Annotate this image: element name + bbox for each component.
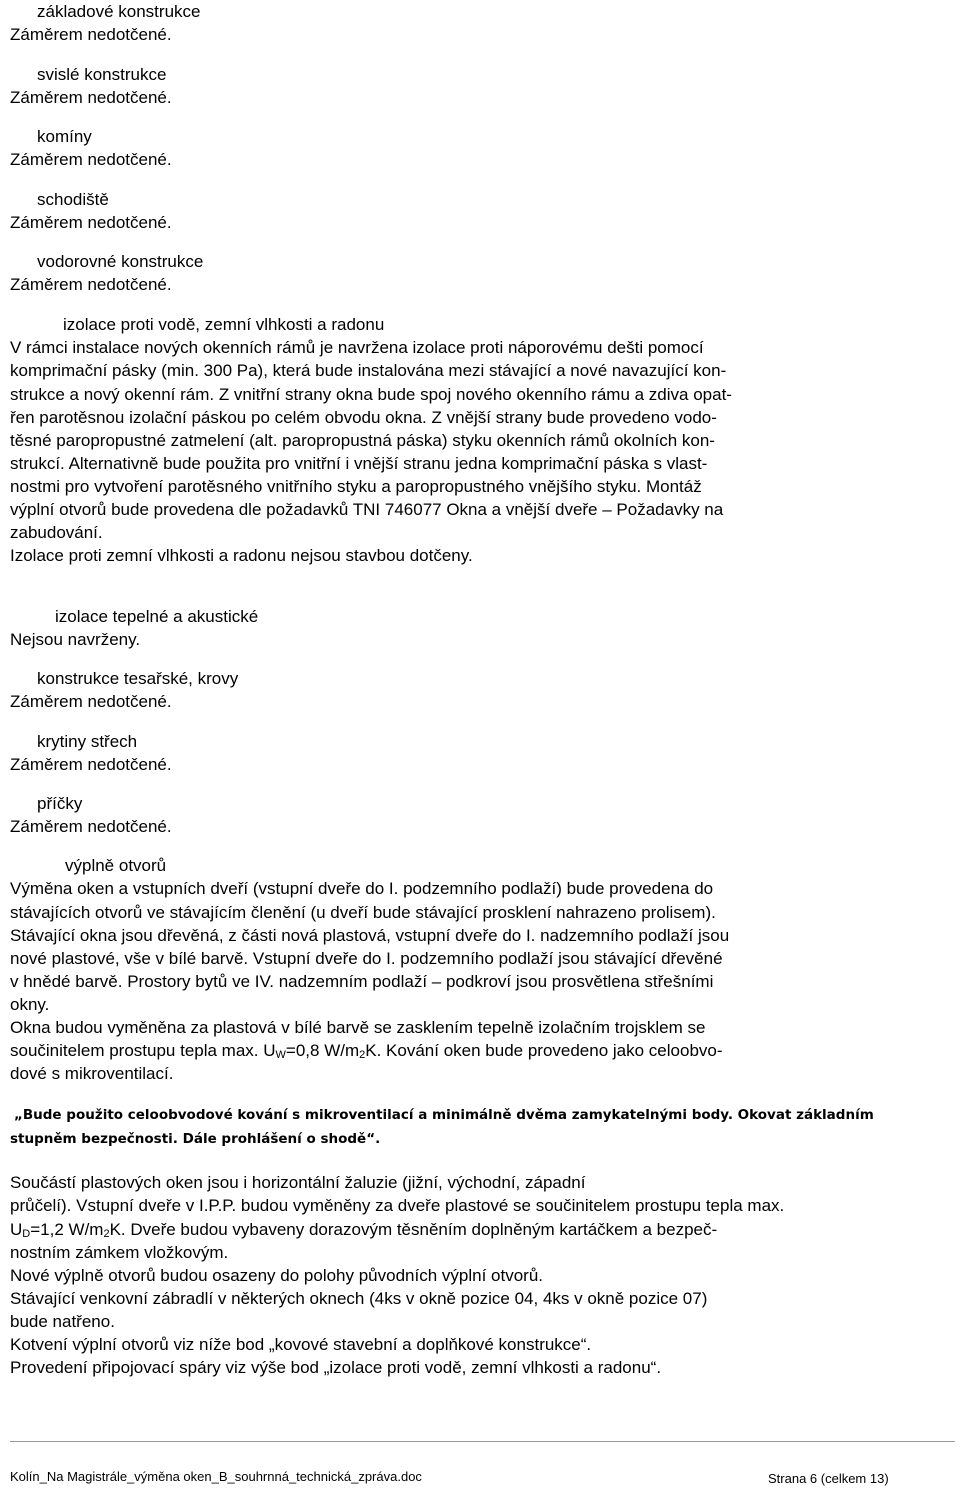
paragraph-line: řen parotěsnou izolační páskou po celém obvodu okna. Z vnější strany bude provedeno vodo-	[10, 408, 717, 427]
paragraph-line-ud	[10, 1218, 717, 1241]
uw-prefix: součinitelem prostupu tepla max. U	[10, 1041, 276, 1060]
section-text: Záměrem nedotčené.	[10, 817, 172, 836]
section-text: Nejsou navrženy.	[10, 630, 141, 649]
section-text: Záměrem nedotčené.	[10, 88, 172, 107]
paragraph-line: průčelí). Vstupní dveře v I.P.P. budou vyměněny za dveře plastové se součinitelem prostupu tepla max.	[10, 1196, 785, 1215]
paragraph-line: Provedení připojovací spáry viz výše bod „izolace proti vodě, zemní vlhkosti a radonu“.	[10, 1358, 662, 1377]
ud-subscript: D	[22, 1228, 31, 1240]
section-heading: svislé konstrukce	[37, 65, 167, 84]
section-heading: příčky	[37, 794, 83, 813]
uw-subscript-2: 2	[359, 1049, 366, 1061]
bold-quote-line: „Bude použito celoobvodové kování s mikroventilací a minimálně dvěma zamykatelnými body. Okovat základním	[14, 1107, 874, 1123]
paragraph-line: Stávající okna jsou dřevěná, z části nová plastová, vstupní dveře do I. nadzemního podlaží jsou	[10, 926, 730, 945]
section-text: Záměrem nedotčené.	[10, 213, 172, 232]
section-text: Záměrem nedotčené.	[10, 275, 172, 294]
section-text: Záměrem nedotčené.	[10, 692, 172, 711]
uw-mid: =0,8 W/m	[285, 1041, 360, 1060]
section-heading-izolace-tepelne: izolace tepelné a akustické	[55, 607, 259, 626]
paragraph-line: bude natřeno.	[10, 1312, 115, 1331]
ud-prefix: U	[10, 1220, 23, 1239]
paragraph-line: Izolace proti zemní vlhkosti a radonu nejsou stavbou dotčeny.	[10, 546, 473, 565]
paragraph-line: zabudování.	[10, 523, 103, 542]
paragraph-line: komprimační pásky (min. 300 Pa), která bude instalována mezi stávající a nové navazující kon-	[10, 361, 727, 380]
paragraph-line: těsné paropropustné zatmelení (alt. paropropustná páska) styku okenních rámů okolních kon-	[10, 431, 715, 450]
paragraph-line: Kotvení výplní otvorů viz níže bod „kovové stavební a doplňkové konstrukce“.	[10, 1335, 592, 1354]
paragraph-line: nové plastové, vše v bílé barvě. Vstupní dveře do I. podzemního podlaží jsou stávající dřevěné	[10, 949, 723, 968]
paragraph-line-uw	[10, 1039, 723, 1062]
paragraph-line: strukce a nový okenní rám. Z vnitřní strany okna bude spoj nového okenního rámu a zdiva opat-	[10, 385, 732, 404]
paragraph-line: strukcí. Alternativně bude použita pro vnitřní i vnější stranu jedna komprimační páska s vlast-	[10, 454, 708, 473]
footer-divider	[10, 1441, 955, 1442]
paragraph-line: okny.	[10, 995, 50, 1014]
section-heading-izolace-voda: izolace proti vodě, zemní vlhkosti a radonu	[63, 315, 385, 334]
paragraph-line: Výměna oken a vstupních dveří (vstupní dveře do I. podzemního podlaží) bude provedena do	[10, 879, 714, 898]
paragraph-line: stávajících otvorů ve stávajícím členění (u dveří bude stávající prosklení nahrazeno prolisem).	[10, 903, 716, 922]
paragraph-line: nostním zámkem vložkovým.	[10, 1243, 229, 1262]
paragraph-line: Stávající venkovní zábradlí v některých oknech (4ks v okně pozice 04, 4ks v okně pozice 07)	[10, 1289, 708, 1308]
footer-filename: Kolín_Na Magistrále_výměna oken_B_souhrnná_technická_zpráva.doc	[10, 1469, 422, 1484]
ud-mid: =1,2 W/m	[30, 1220, 104, 1239]
section-heading: krytiny střech	[37, 732, 138, 751]
paragraph-line: Součástí plastových oken jsou i horizontální žaluzie (jižní, východní, západní	[10, 1173, 586, 1192]
paragraph-line: v hnědé barvě. Prostory bytů ve IV. nadzemním podlaží – podkroví jsou prosvětlena střešními	[10, 972, 714, 991]
paragraph-line: nostmi pro vytvoření parotěsného vnitřního styku a paropropustného vnějšího styku. Montáž	[10, 477, 702, 496]
section-heading: konstrukce tesařské, krovy	[37, 669, 239, 688]
paragraph-line: Nové výplně otvorů budou osazeny do polohy původních výplní otvorů.	[10, 1266, 544, 1285]
footer-page-number: Strana 6 (celkem 13)	[768, 1471, 889, 1486]
section-text: Záměrem nedotčené.	[10, 755, 172, 774]
paragraph-line: Okna budou vyměněna za plastová v bílé barvě se zasklením tepelně izolačním trojsklem se	[10, 1018, 706, 1037]
section-heading: vodorovné konstrukce	[37, 252, 204, 271]
section-heading: komíny	[37, 127, 92, 146]
uw-suffix: K. Kování oken bude provedeno jako celoobvo-	[365, 1041, 723, 1060]
paragraph-line: dové s mikroventilací.	[10, 1064, 174, 1083]
section-heading: základové konstrukce	[37, 2, 201, 21]
section-text: Záměrem nedotčené.	[10, 150, 172, 169]
paragraph-line: výplní otvorů bude provedena dle požadavků TNI 746077 Okna a vnější dveře – Požadavky na	[10, 500, 724, 519]
section-heading-vyplne: výplně otvorů	[65, 856, 167, 875]
uw-subscript: W	[275, 1049, 286, 1061]
ud-subscript-2: 2	[103, 1228, 110, 1240]
ud-suffix: K. Dveře budou vybaveny dorazovým těsněním doplněným kartáčkem a bezpeč-	[109, 1220, 718, 1239]
paragraph-line: V rámci instalace nových okenních rámů je navržena izolace proti náporovému dešti pomocí	[10, 338, 704, 357]
bold-quote-line: stupněm bezpečnosti. Dále prohlášení o shodě“.	[10, 1131, 381, 1147]
section-heading: schodiště	[37, 190, 109, 209]
section-text: Záměrem nedotčené.	[10, 25, 172, 44]
